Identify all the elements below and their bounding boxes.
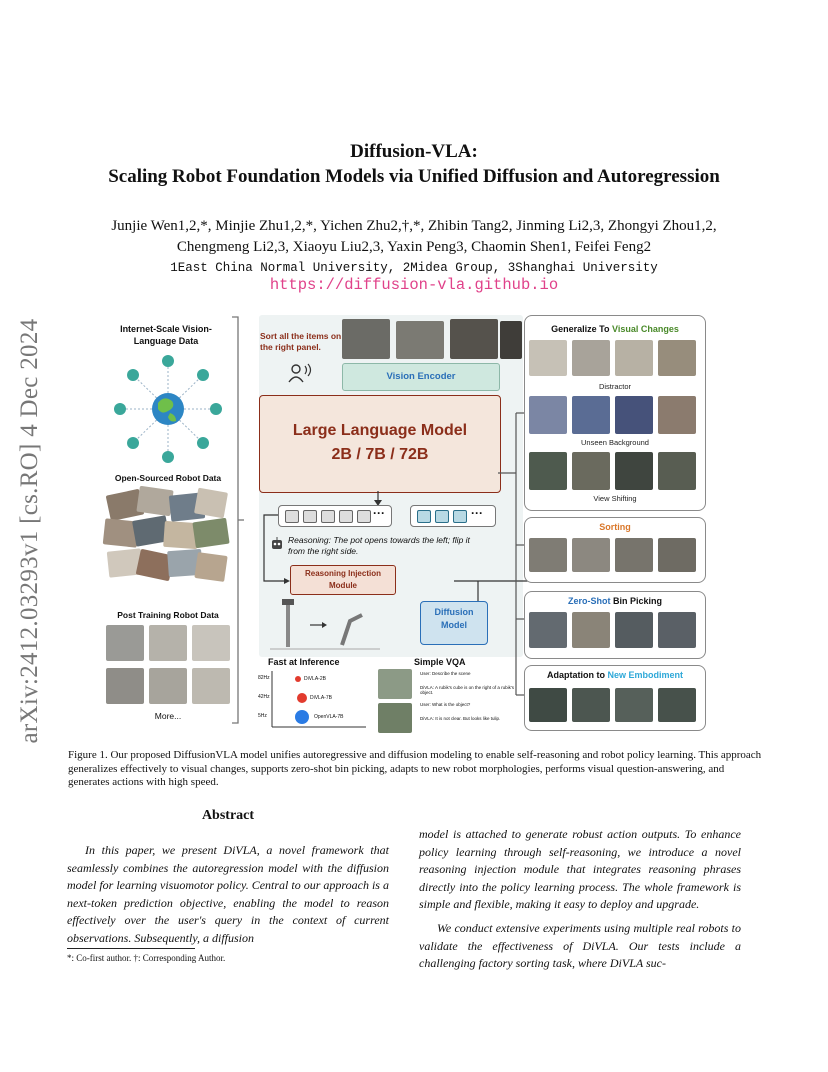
- vision-encoder-box: Vision Encoder: [342, 363, 500, 391]
- vqa-title: Simple VQA: [414, 657, 466, 667]
- llm-title: Large Language Model: [292, 422, 468, 439]
- observation-image: [396, 321, 444, 359]
- abstract-right-column: model is attached to generate robust action outputs. To enhance policy learning through self-reasoning, we introduce a novel reasoning injection module that integrates reasoning phrases directly into the policy learning process. The whole framework is simple and flexible, making it easy to deploy and upgrade.: [419, 827, 741, 912]
- footnote: *: Co-first author. †: Corresponding Author.: [67, 953, 226, 963]
- fast-inference-title: Fast at Inference: [268, 657, 340, 667]
- paper-title-line2: Scaling Robot Foundation Models via Unified Diffusion and Autoregression: [108, 166, 720, 187]
- hz-label: 42Hz: [258, 694, 270, 700]
- paper-title-line1: Diffusion-VLA:: [350, 141, 478, 162]
- embodiment-title: Adaptation to New Embodiment: [546, 670, 683, 680]
- internet-data-label: Internet-Scale Vision-Language Data: [120, 324, 212, 346]
- vqa-line: DiVLA: A rubik's cube is on the right of a rubik's object.: [420, 685, 515, 695]
- abstract-left-column: In this paper, we present DiVLA, a novel framework that seamlessly combines the autoregression model with the diffusion model for learning visuomotor policy. Central to our approach is a next-token prediction objective, enabling the model to reason effectively over the user's query in the context of current observations. Subsequently, a diffusion: [67, 843, 389, 945]
- figure-caption: Figure 1. Our proposed DiffusionVLA model unifies autoregressive and diffusion modeling to enable self-reasoning and robot policy learning. This approach generalizes effectively to visual changes, supports zero-shot bin picking, adapts to new robot morphologies, performs visual question-answering, and generates actions with high speed.: [68, 749, 762, 788]
- view-shifting-label: View Shifting: [593, 494, 637, 503]
- observation-image: [500, 321, 522, 359]
- overview-figure: [98, 313, 718, 739]
- distractor-label: Distractor: [598, 382, 632, 391]
- post-training-grid: [106, 625, 236, 711]
- project-url-link[interactable]: https://diffusion-vla.github.io: [269, 276, 559, 294]
- vqa-image: [378, 703, 412, 733]
- vqa-line: User: What is the object?: [420, 702, 471, 707]
- observation-image: [342, 319, 390, 359]
- network-graphic: [108, 353, 228, 465]
- model-label: DiVLA-2B: [304, 676, 326, 682]
- vqa-line: User: Describe the scene: [420, 671, 471, 676]
- vqa-image: [378, 669, 412, 699]
- observation-image: [450, 319, 498, 359]
- hz-label: 5Hz: [258, 713, 267, 719]
- author-list-line1: Junjie Wen1,2,*, Minjie Zhu1,2,*, Yichen Zhu2,†,*, Zhibin Tang2, Jinming Li2,3, Zhongyi Zhou1,2,: [111, 218, 717, 234]
- abstract-right-column-paragraph2: We conduct extensive experiments using multiple real robots to validate the effectiveness of DiVLA. Our tests include a challenging factory sorting task, where DiVLA suc-: [419, 921, 741, 971]
- robot-data-collage: [104, 488, 230, 588]
- generalize-card: [524, 315, 706, 511]
- user-speaking-icon: [288, 363, 312, 383]
- llm-sizes: 2B / 7B / 72B: [331, 446, 429, 463]
- sorting-card: [524, 517, 706, 583]
- arxiv-stamp: arXiv:2412.03293v1 [cs.RO] 4 Dec 2024: [16, 318, 43, 744]
- sorting-title: Sorting: [599, 522, 631, 532]
- model-label: DiVLA-7B: [310, 695, 332, 701]
- reasoning-injection-module: Reasoning Injection Module: [290, 565, 396, 595]
- reasoning-text: Reasoning: The pot opens towards the left; flip it from the right side.: [288, 535, 470, 556]
- zero-shot-title: Zero-Shot Bin Picking: [567, 596, 662, 606]
- instruction-text: Sort all the items on the right panel.: [260, 331, 342, 352]
- robot-arm-sketch: [266, 597, 384, 653]
- token-ellipsis: ···: [471, 506, 483, 520]
- post-training-label: Post Training Robot Data: [117, 610, 219, 620]
- zero-shot-card: [524, 591, 706, 659]
- token-ellipsis: ···: [373, 506, 385, 520]
- vqa-line: DiVLA: It is not clear. But looks like tulip.: [420, 716, 501, 721]
- more-label: More...: [154, 711, 182, 721]
- generalize-title: Generalize To Visual Changes: [551, 324, 679, 334]
- affiliations: 1East China Normal University, 2Midea Group, 3Shanghai University: [170, 261, 658, 275]
- embodiment-card: [524, 665, 706, 731]
- diffusion-model-box: Diffusion Model: [420, 601, 488, 645]
- llm-box: [259, 395, 501, 493]
- open-robot-data-label: Open-Sourced Robot Data: [114, 473, 222, 483]
- left-bracket: [230, 315, 244, 725]
- author-list-line2: Chengmeng Li2,3, Xiaoyu Liu2,3, Yaxin Peng3, Chaomin Shen1, Feifei Feng2: [176, 239, 652, 255]
- hz-label: 82Hz: [258, 675, 270, 681]
- footnote-rule: [67, 948, 195, 949]
- abstract-heading: Abstract: [201, 808, 255, 823]
- unseen-background-label: Unseen Background: [581, 438, 649, 447]
- model-label: OpenVLA-7B: [314, 714, 344, 720]
